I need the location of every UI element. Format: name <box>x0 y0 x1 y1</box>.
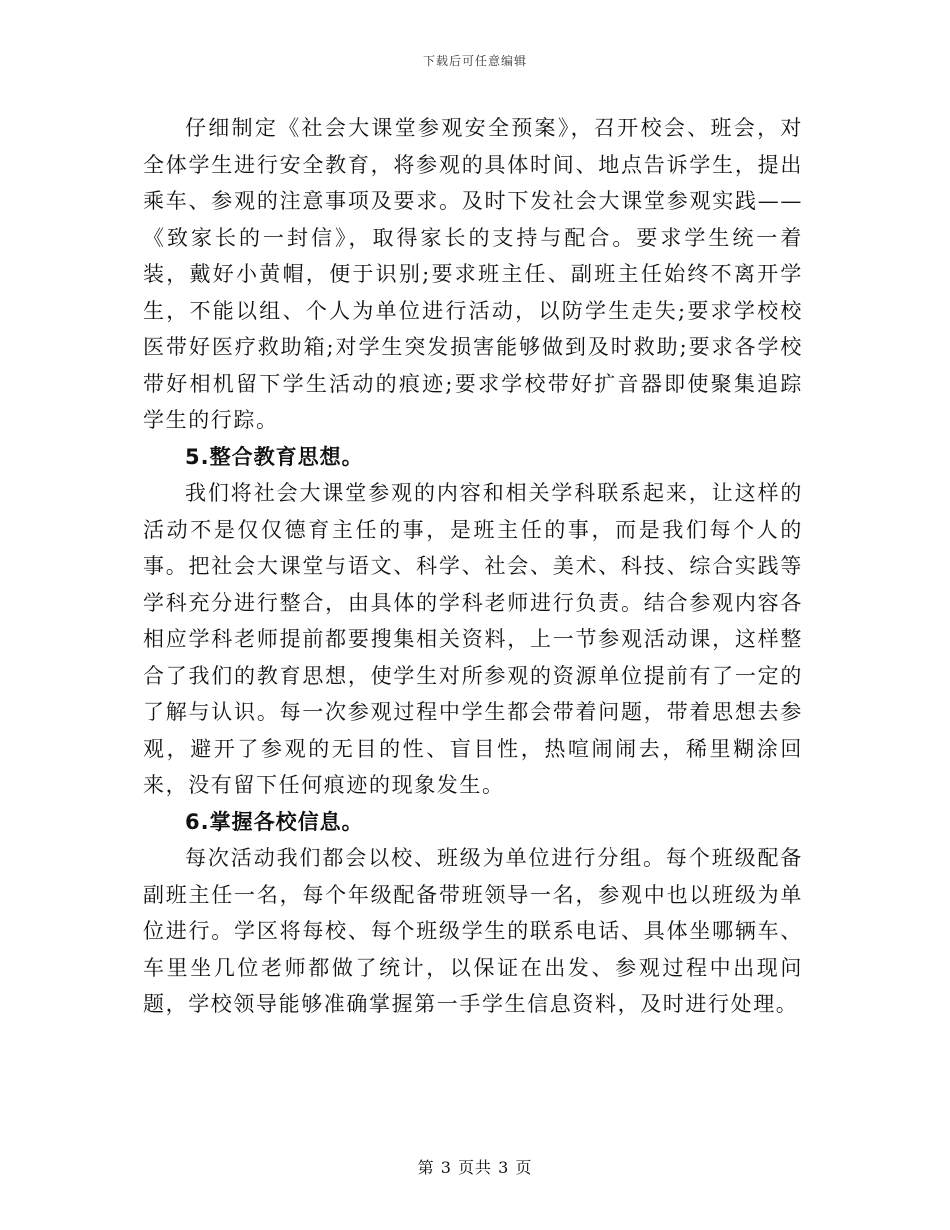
page-footer: 第 3 页共 3 页 <box>417 1158 533 1177</box>
section-heading-6: 6.掌握各校信息。 <box>185 809 364 834</box>
document-body <box>143 110 803 1023</box>
paragraph-school-info: 每次活动我们都会以校、班级为单位进行分组。每个班级配备副班主任一名，每个年级配备带班领导一名，参观中也以班级为单位进行。学区将每校、每个班级学生的联系电话、具体坐哪辆车、车里坐几位老师都做了统计，以保证在出发、参观过程中出现问题，学校领导能够准确掌握第一手学生信息资料，及时进行处理。 <box>143 846 803 1016</box>
section-heading-5: 5.整合教育思想。 <box>185 444 364 469</box>
page-header: 下载后可任意编辑 <box>422 54 527 68</box>
paragraph-integrate-education: 我们将社会大课堂参观的内容和相关学科联系起来，让这样的活动不是仅仅德育主任的事，是班主任的事，而是我们每个人的事。把社会大课堂与语文、科学、社会、美术、科技、综合实践等学科充分进行整合，由具体的学科老师进行负责。结合参观内容各相应学科老师提前都要搜集相关资料，上一节参观活动课，这样整合了我们的教育思想，使学生对所参观的资源单位提前有了一定的了解与认识。每一次参观过程中学生都会带着问题，带着思想去参观，避开了参观的无目的性、盲目性，热喧闹闹去，稀里糊涂回来，没有留下任何痕迹的现象发生。 <box>143 481 803 797</box>
paragraph-safety-plan: 仔细制定《社会大课堂参观安全预案》，召开校会、班会，对全体学生进行安全教育，将参观的具体时间、地点告诉学生，提出乘车、参观的注意事项及要求。及时下发社会大课堂参观实践——《致家长的一封信》，取得家长的支持与配合。要求学生统一着装，戴好小黄帽，便于识别;要求班主任、副班主任始终不离开学生，不能以组、个人为单位进行活动，以防学生走失;要求学校校医带好医疗救助箱;对学生突发损害能够做到及时救助;要求各学校带好相机留下学生活动的痕迹;要求学校带好扩音器即使聚集追踪学生的行踪。 <box>143 116 803 432</box>
